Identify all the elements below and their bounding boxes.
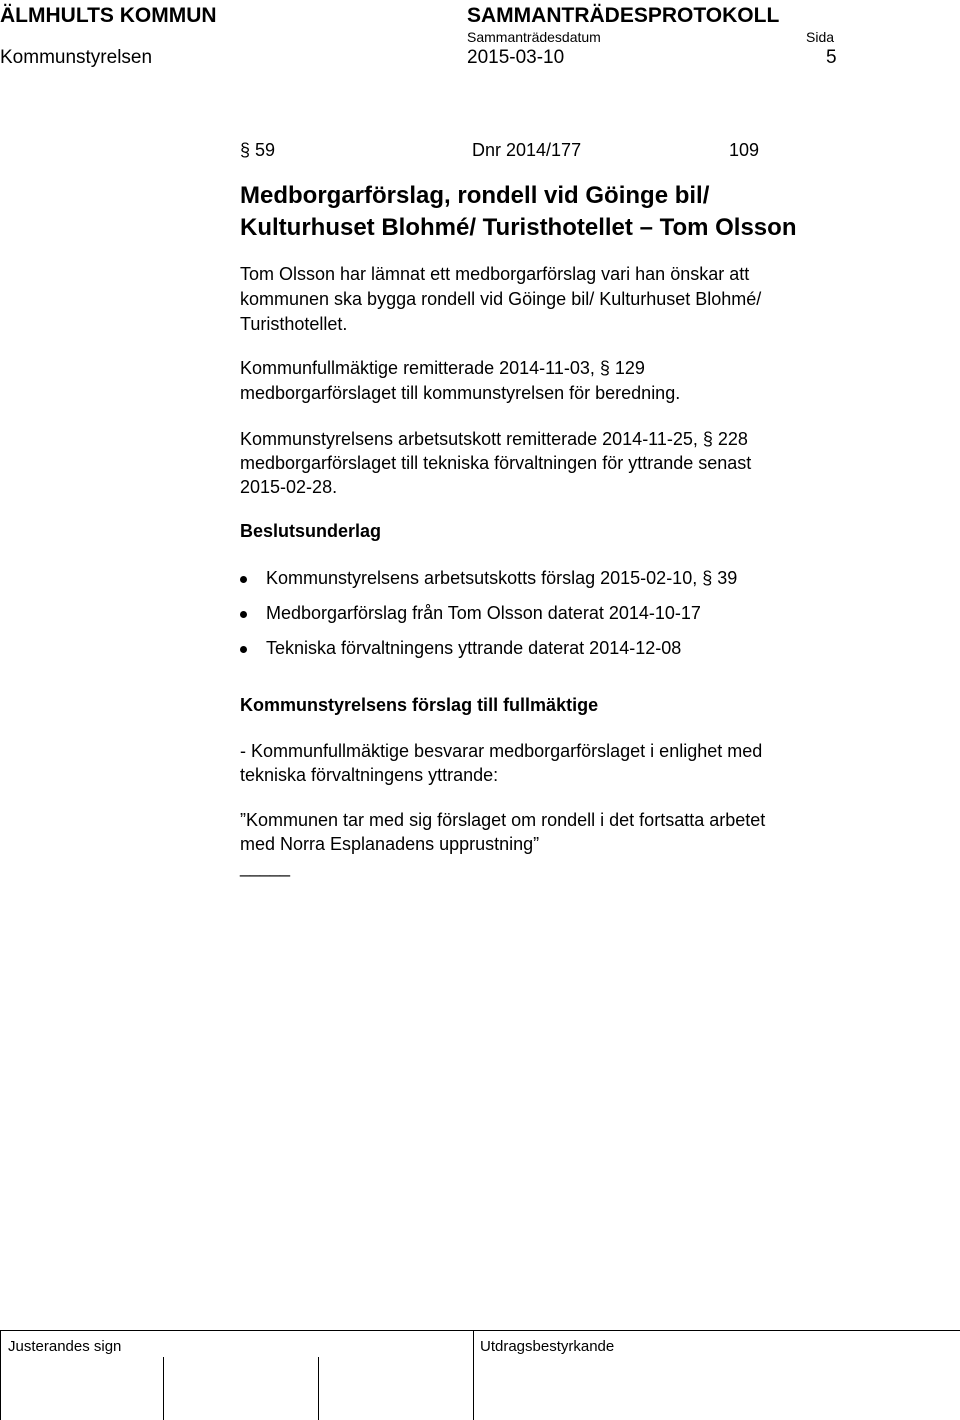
proposal-heading: Kommunstyrelsens förslag till fullmäktige <box>240 695 599 715</box>
footer-divider <box>473 1330 474 1420</box>
para3-line-1: Kommunstyrelsens arbetsutskott remitterade 2014-11-25, § 228 <box>240 429 748 449</box>
proposal-line-1: - Kommunfullmäktige besvarar medborgarförslaget i enlighet med <box>240 741 763 761</box>
bullet-dot-icon <box>240 646 247 653</box>
para2-line-2: medborgarförslaget till kommunstyrelsen för beredning. <box>240 383 681 403</box>
quote-line-2: med Norra Esplanadens upprustning” <box>240 834 540 854</box>
bullet-dot-icon <box>240 576 247 583</box>
para1-line-3: Turisthotellet. <box>240 314 348 334</box>
basis-item-text: Kommunstyrelsens arbetsutskotts förslag 2015-02-10, § 39 <box>266 568 738 588</box>
bullet-dot-icon <box>240 611 247 618</box>
meeting-date-label: Sammanträdesdatum <box>467 29 601 45</box>
municipality-name: ÄLMHULTS KOMMUN <box>0 4 217 27</box>
item-title-line-2: Kulturhuset Blohmé/ Turisthotellet – Tom Olsson <box>240 214 797 241</box>
para3-line-2: medborgarförslaget till tekniska förvaltningen för yttrande senast <box>240 453 752 473</box>
para1-line-1: Tom Olsson har lämnat ett medborgarförslag vari han önskar att <box>240 264 750 284</box>
signature-box-divider <box>163 1357 164 1420</box>
quote-line-1: ”Kommunen tar med sig förslaget om rondell i det fortsatta arbetet <box>240 810 766 830</box>
document-type: SAMMANTRÄDESPROTOKOLL <box>467 4 780 27</box>
para1-line-2: kommunen ska bygga rondell vid Göinge bil/ Kulturhuset Blohmé/ <box>240 289 762 309</box>
proposal-line-2: tekniska förvaltningens yttrande: <box>240 765 499 785</box>
item-title-line-1: Medborgarförslag, rondell vid Göinge bil/ <box>240 182 710 209</box>
diary-number: Dnr 2014/177 <box>472 140 582 160</box>
item-number: 109 <box>729 140 760 160</box>
signature-label: Justerandes sign <box>8 1338 122 1355</box>
page-label: Sida <box>806 29 835 45</box>
basis-item-text: Tekniska förvaltningens yttrande daterat 2014-12-08 <box>266 638 682 658</box>
extract-certification-label: Utdragsbestyrkande <box>480 1338 615 1355</box>
para2-line-1: Kommunfullmäktige remitterade 2014-11-03, § 129 <box>240 358 645 378</box>
page-number: 5 <box>826 47 837 68</box>
body-name: Kommunstyrelsen <box>0 47 153 68</box>
signature-box-divider <box>318 1357 319 1420</box>
footer-top-rule <box>0 1330 960 1331</box>
basis-item-text: Medborgarförslag från Tom Olsson daterat 2014-10-17 <box>266 603 701 623</box>
meeting-date: 2015-03-10 <box>467 47 565 68</box>
para3-line-3: 2015-02-28. <box>240 477 338 497</box>
section-number: § 59 <box>240 140 276 160</box>
footer-left-border <box>0 1330 1 1420</box>
end-mark: _____ <box>240 857 291 877</box>
basis-heading: Beslutsunderlag <box>240 521 382 541</box>
